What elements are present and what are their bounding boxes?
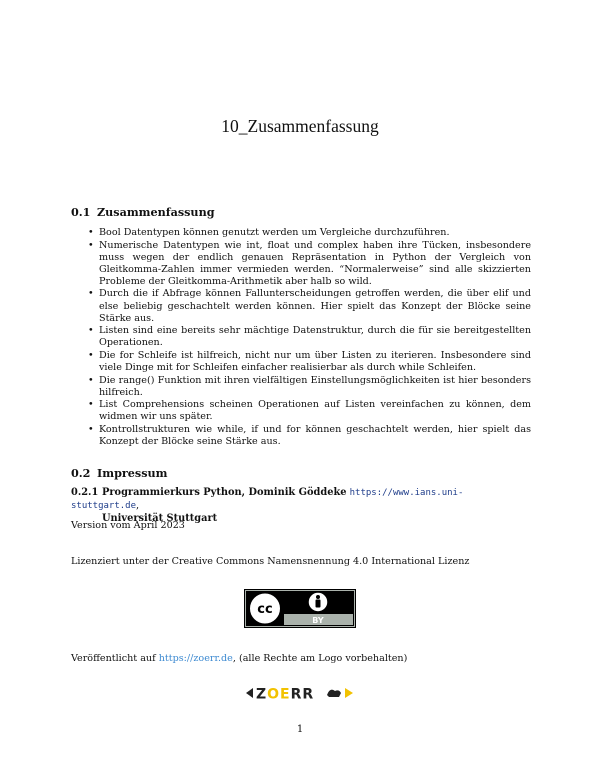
- logo-text: ZOERR: [256, 686, 315, 703]
- lion-icon: [327, 690, 341, 697]
- section-number: 0.1: [71, 205, 91, 219]
- subsection-title: Programmierkurs Python, Dominik Göddeke: [102, 487, 347, 498]
- summary-list: [71, 227, 531, 449]
- subsection-comma: ,: [136, 499, 140, 511]
- list-item: • List Comprehensions scheinen Operationen auf Listen vereinfachen zu können, dem widmen wir uns später.: [71, 399, 531, 423]
- left-arrow-icon: [246, 688, 253, 698]
- list-item: • Die for Schleife ist hilfreich, nicht nur um über Listen zu iterieren. Insbesondere sind viele Dinge mit for Schleifen einfacher realisierbar als durch while Schleifen.: [71, 350, 531, 374]
- published-suffix: , (alle Rechte am Logo vorbehalten): [232, 653, 408, 664]
- page-number: 1: [296, 724, 304, 735]
- page-title: 10_Zusammenfassung: [221, 116, 379, 136]
- list-item: • Bool Datentypen können genutzt werden um Vergleiche durchzuführen.: [71, 227, 531, 239]
- zoerr-logo: [245, 683, 355, 703]
- zoerr-link[interactable]: https://zoerr.de: [158, 653, 233, 664]
- ians-link[interactable]: https://www.ians.uni-stuttgart.de: [71, 488, 464, 511]
- list-item: • Numerische Datentypen wie int, float und complex haben ihre Tücken, insbesondere muss wegen der endlich genauen Repräsentation in Python der Vergleich von Gleitkomma-Zahlen immer vermieden werden. “Normalerweise” sind alle skizzierten Probleme der Gleitkomma-Arithmetik aber halb so wild.: [71, 240, 531, 288]
- subsection-number: 0.2.1: [71, 487, 99, 498]
- published-prefix: Veröffentlicht auf: [71, 653, 159, 664]
- section-title: Impressum: [97, 466, 168, 480]
- section-title: Zusammenfassung: [97, 205, 215, 219]
- published-text: [71, 653, 407, 664]
- right-arrow-icon: [345, 688, 353, 698]
- subsection-university: Universität Stuttgart: [102, 512, 218, 524]
- cc-label: cc: [257, 602, 273, 617]
- list-item: • Die range() Funktion mit ihren vielfältigen Einstellungsmöglichkeiten ist hier besonders hilfreich.: [71, 375, 531, 399]
- version-text: Version vom April 2023: [71, 520, 185, 531]
- section-heading-impressum: [71, 466, 167, 480]
- section-heading-zusammenfassung: [71, 205, 215, 219]
- list-item: • Durch die if Abfrage können Fallunterscheidungen getroffen werden, die über elif und else beliebig geschachtelt werden können. Hier spielt das Konzept der Blöcke seine Stärke aus.: [71, 288, 531, 324]
- cc-by-badge[interactable]: [244, 589, 356, 628]
- list-item: • Kontrollstrukturen wie while, if und for können geschachtelt werden, hier spielt das Konzept der Blöcke seine Stärke aus.: [71, 424, 531, 448]
- list-item: • Listen sind eine bereits sehr mächtige Datenstruktur, durch die für sie bereitgestellten Operationen.: [71, 325, 531, 349]
- section-number: 0.2: [71, 466, 91, 480]
- license-text: Lizenziert unter der Creative Commons Namensnennung 4.0 International Lizenz: [71, 556, 470, 567]
- by-label: BY: [312, 616, 324, 625]
